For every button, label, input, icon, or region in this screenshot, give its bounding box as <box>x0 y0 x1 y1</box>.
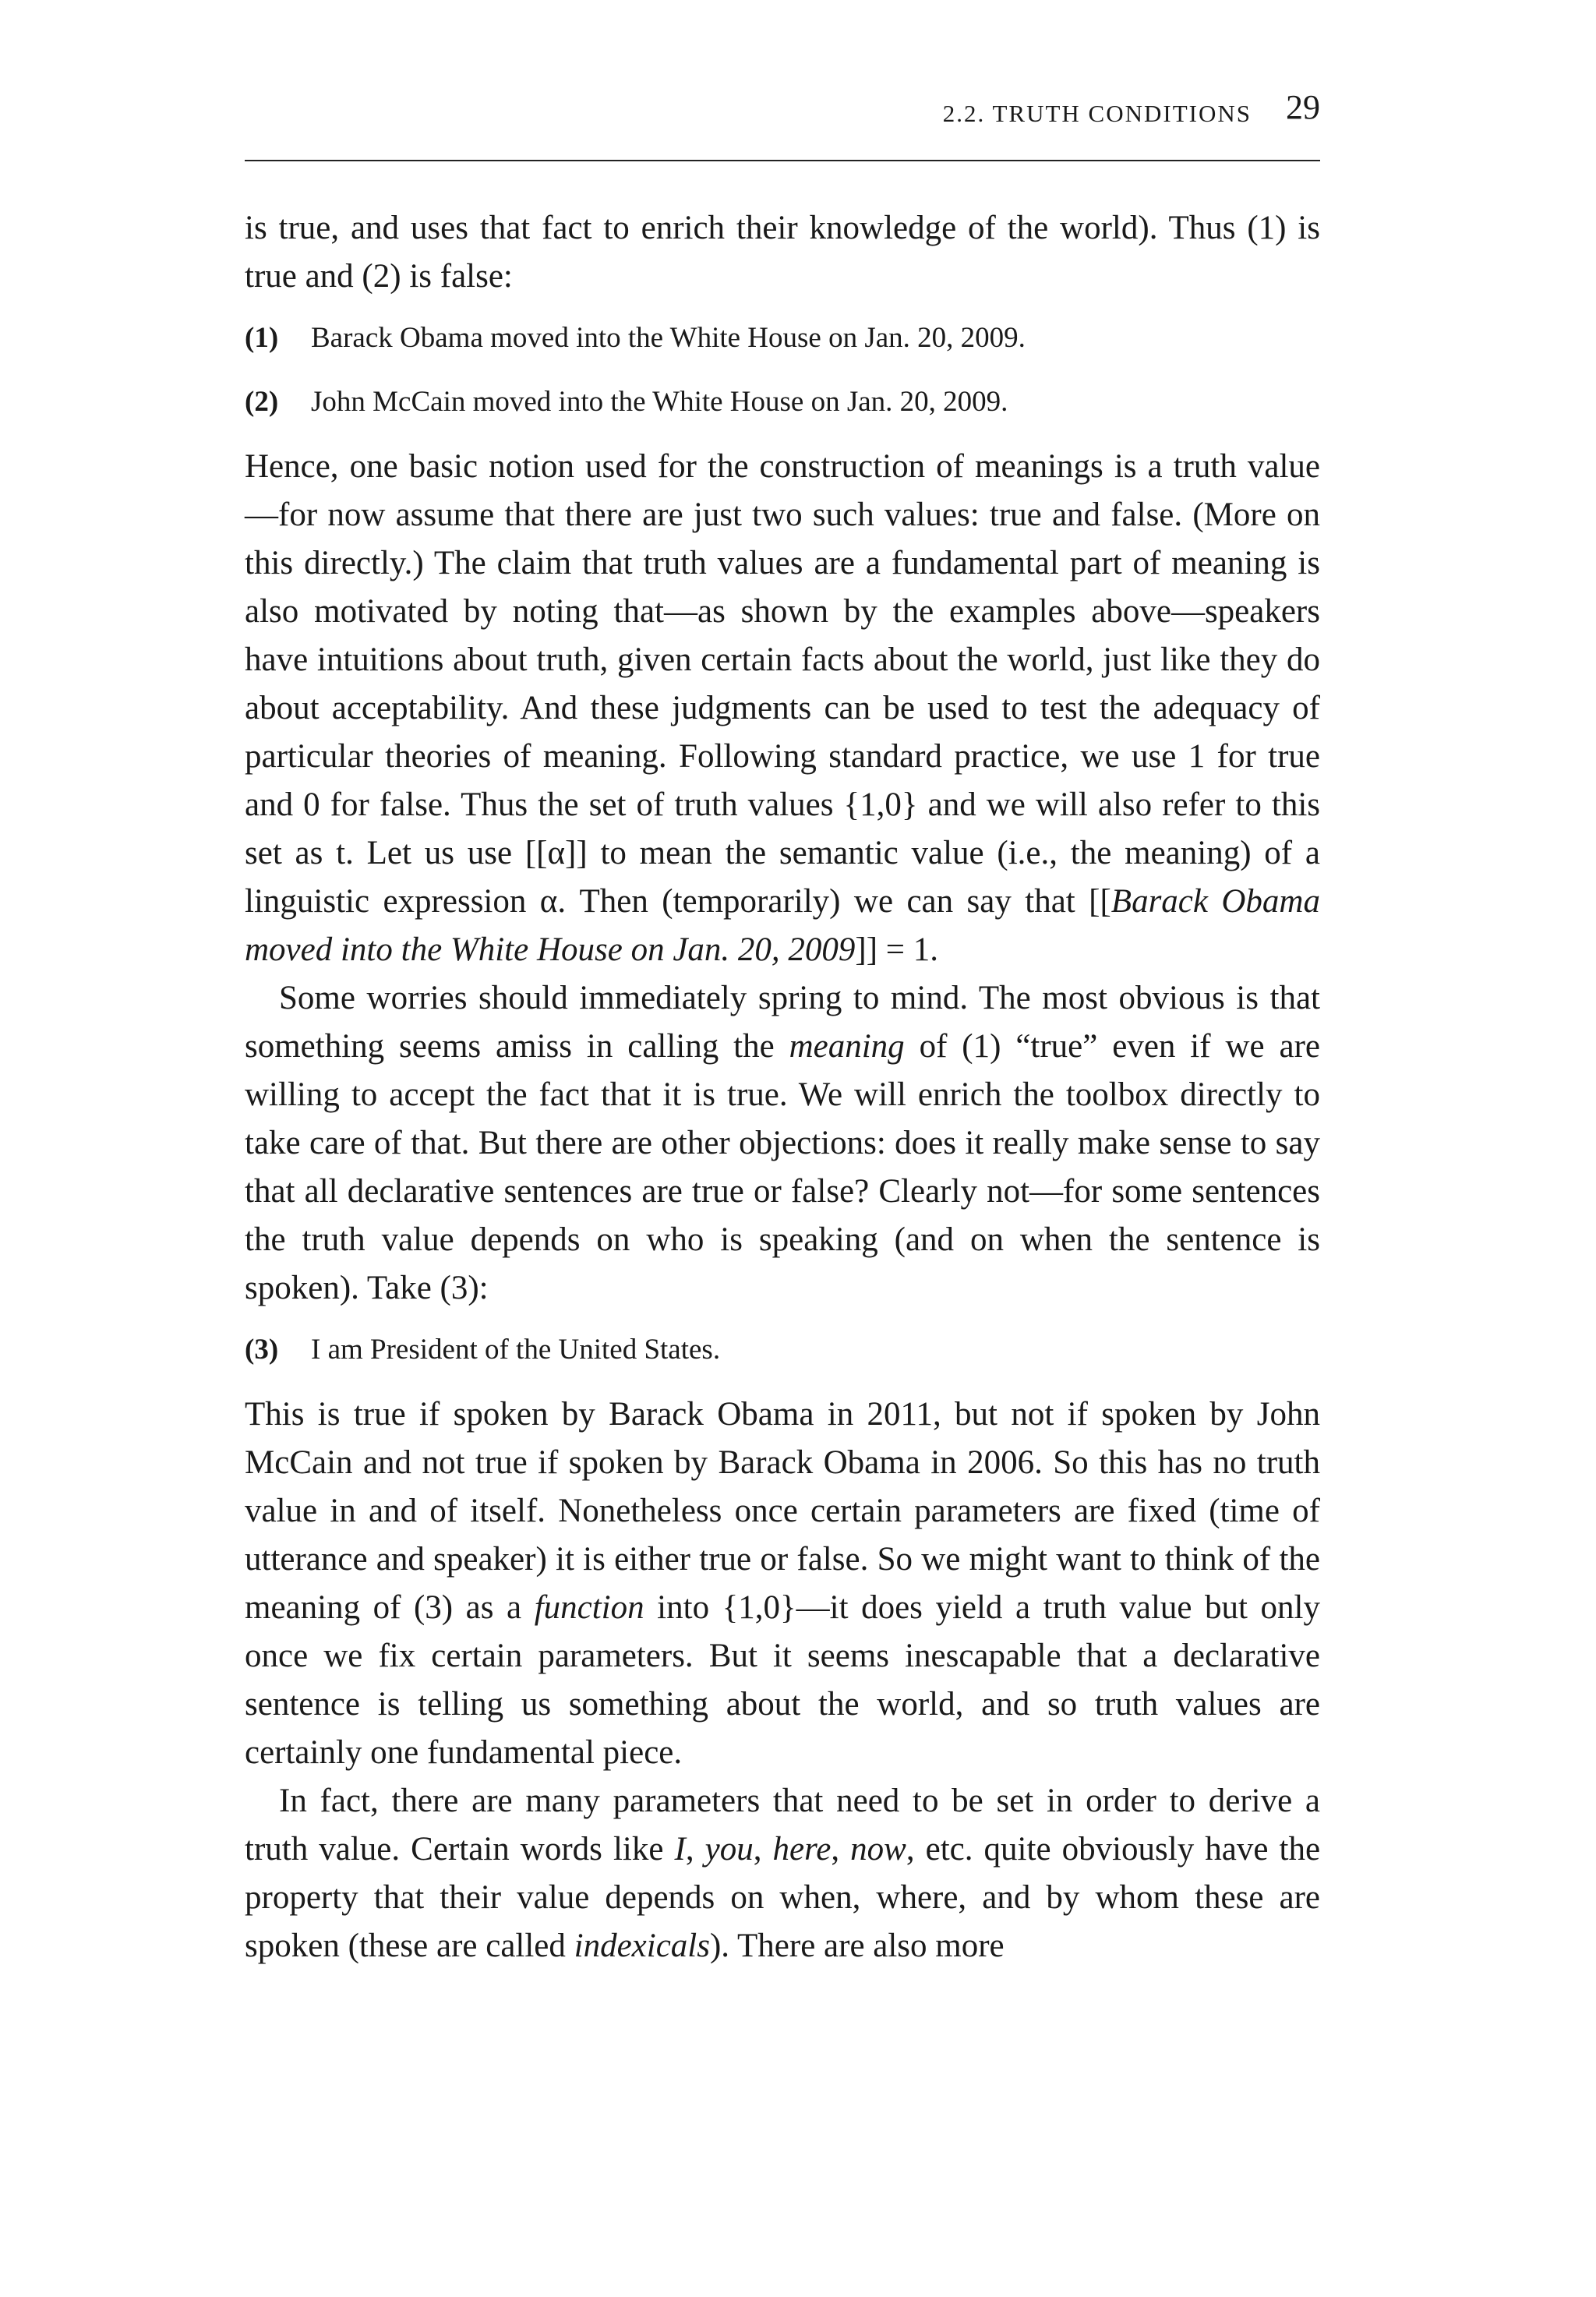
example-text: I am President of the United States. <box>311 1334 721 1366</box>
header-rule <box>245 160 1320 161</box>
paragraph-2: Hence, one basic notion used for the construction of meanings is a truth value—for now assume that there are just two such values: true and false. (More on this directly.) The claim that truth values are a fundamental part of meaning is also motivated by noting that—as shown by the examples above—speakers have intuitions about truth, given certain facts about the world, just like they do about acceptability. And these judgments can be used to test the adequacy of particular theories of meaning. Following standard practice, we use 1 for true and 0 for false. Thus the set of truth values {1,0} and we will also refer to this set as t. Let us use [[α]] to mean the semantic value (i.e., the meaning) of a linguistic expression α. Then (temporarily) we can say that [[Barack Obama moved into the White House on Jan. 20, 2009]] = 1. <box>245 448 1320 968</box>
page-number: 29 <box>1286 88 1320 126</box>
example-number: (3) <box>245 1334 279 1366</box>
section-title: 2.2. TRUTH CONDITIONS <box>942 100 1252 127</box>
main-text <box>245 204 1320 1970</box>
paragraph-1: is true, and uses that fact to enrich their knowledge of the world). Thus (1) is true and (2) is false: <box>245 210 1320 295</box>
paragraph-3: Some worries should immediately spring to mind. The most obvious is that something seems amiss in calling the meaning of (1) “true” even if we are willing to accept the fact that it is true. We will enrich the toolbox directly to take care of that. But there are other objections: does it really make sense to say that all declarative sentences are true or false? Clearly not—for some sentences the truth value depends on who is speaking (and on when the sentence is spoken). Take (3): <box>245 980 1321 1306</box>
example-text: Barack Obama moved into the White House on Jan. 20, 2009. <box>311 322 1026 354</box>
example-2 <box>245 383 1320 421</box>
paragraph-5: In fact, there are many parameters that need to be set in order to derive a truth value. Certain words like I, you, here, now, etc. quite obviously have the property that their value depends on when, where, and by whom these are spoken (these are called indexicals). There are also more <box>245 1783 1321 1964</box>
example-3 <box>245 1331 1320 1369</box>
running-head <box>245 87 1320 134</box>
example-number: (1) <box>245 322 279 354</box>
paragraph-4: This is true if spoken by Barack Obama in 2011, but not if spoken by John McCain and not true if spoken by Barack Obama in 2006. So this has no truth value in and of itself. Nonetheless once certain parameters are fixed (time of utterance and speaker) it is either true or false. So we might want to think of the meaning of (3) as a function into {1,0}—it does yield a truth value but only once we fix certain parameters. But it seems inescapable that a declarative sentence is telling us something about the world, and so truth values are certainly one fundamental piece. <box>245 1396 1320 1771</box>
example-text: John McCain moved into the White House on Jan. 20, 2009. <box>311 386 1008 418</box>
example-1 <box>245 320 1320 357</box>
example-number: (2) <box>245 386 279 418</box>
